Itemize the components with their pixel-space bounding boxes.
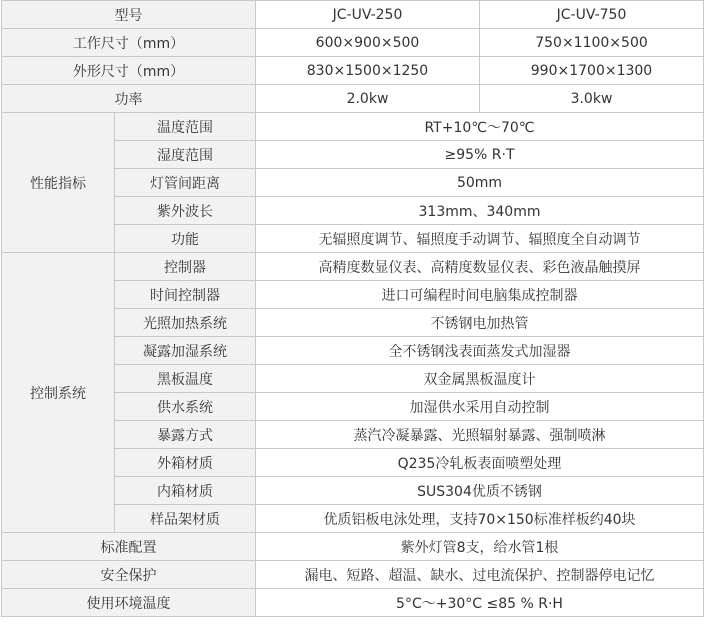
- model-label: 型号: [2, 1, 256, 29]
- row-label: 温度范围: [115, 113, 256, 141]
- dimension-row: [2, 29, 704, 57]
- row-value: 全不锈钢浅表面蒸发式加湿器: [256, 337, 704, 365]
- row-label: 控制器: [115, 253, 256, 281]
- value-jc-uv-250: 2.0kw: [256, 85, 480, 113]
- row-label: 外箱材质: [115, 449, 256, 477]
- row-value: 加湿供水采用自动控制: [256, 393, 704, 421]
- row-label: 供水系统: [115, 393, 256, 421]
- row-label: 工作尺寸（mm）: [2, 29, 256, 57]
- power-row: [2, 85, 704, 113]
- value-jc-uv-750: 3.0kw: [480, 85, 704, 113]
- table-row: [2, 533, 704, 561]
- row-value: 漏电、短路、超温、缺水、过电流保护、控制器停电记忆: [256, 561, 704, 589]
- value-jc-uv-250: 830×1500×1250: [256, 57, 480, 85]
- model-row: [2, 1, 704, 29]
- row-value: 不锈钢电加热管: [256, 309, 704, 337]
- row-label: 内箱材质: [115, 477, 256, 505]
- row-label: 功能: [115, 225, 256, 253]
- row-value: 5°C～+30°C ≤85 % R·H: [256, 589, 704, 617]
- row-label: 暴露方式: [115, 421, 256, 449]
- dimension-row: [2, 57, 704, 85]
- row-label: 时间控制器: [115, 281, 256, 309]
- row-value: 优质铝板电泳处理，支持70×150标准样板约40块: [256, 505, 704, 533]
- row-value: 双金属黑板温度计: [256, 365, 704, 393]
- row-value: 进口可编程时间电脑集成控制器: [256, 281, 704, 309]
- value-jc-uv-250: 600×900×500: [256, 29, 480, 57]
- row-label: 黑板温度: [115, 365, 256, 393]
- row-label: 灯管间距离: [115, 169, 256, 197]
- row-label: 样品架材质: [115, 505, 256, 533]
- row-value: 蒸汽冷凝暴露、光照辐射暴露、强制喷淋: [256, 421, 704, 449]
- table-row: [2, 561, 704, 589]
- group-control-system: 控制系统: [2, 253, 115, 533]
- row-label: 凝露加湿系统: [115, 337, 256, 365]
- row-label: 功率: [2, 85, 256, 113]
- row-value: 紫外灯管8支，给水管1根: [256, 533, 704, 561]
- row-label: 标准配置: [2, 533, 256, 561]
- row-label: 紫外波长: [115, 197, 256, 225]
- row-label: 光照加热系统: [115, 309, 256, 337]
- row-label: 安全保护: [2, 561, 256, 589]
- table-row: [2, 589, 704, 617]
- row-value: 50mm: [256, 169, 704, 197]
- row-value: ≥95% R·T: [256, 141, 704, 169]
- value-jc-uv-750: 750×1100×500: [480, 29, 704, 57]
- value-jc-uv-750: 990×1700×1300: [480, 57, 704, 85]
- row-value: 313mm、340mm: [256, 197, 704, 225]
- row-label: 使用环境温度: [2, 589, 256, 617]
- spec-table: [1, 0, 704, 617]
- row-label: 湿度范围: [115, 141, 256, 169]
- row-value: Q235冷轧板表面喷塑处理: [256, 449, 704, 477]
- group-performance: 性能指标: [2, 113, 115, 253]
- row-value: 无辐照度调节、辐照度手动调节、辐照度全自动调节: [256, 225, 704, 253]
- table-row: [2, 253, 704, 281]
- row-value: RT+10℃～70℃: [256, 113, 704, 141]
- table-row: [2, 113, 704, 141]
- row-value: 高精度数显仪表、高精度数显仪表、彩色液晶触摸屏: [256, 253, 704, 281]
- model-jc-uv-250: JC-UV-250: [256, 1, 480, 29]
- row-label: 外形尺寸（mm）: [2, 57, 256, 85]
- row-value: SUS304优质不锈钢: [256, 477, 704, 505]
- model-jc-uv-750: JC-UV-750: [480, 1, 704, 29]
